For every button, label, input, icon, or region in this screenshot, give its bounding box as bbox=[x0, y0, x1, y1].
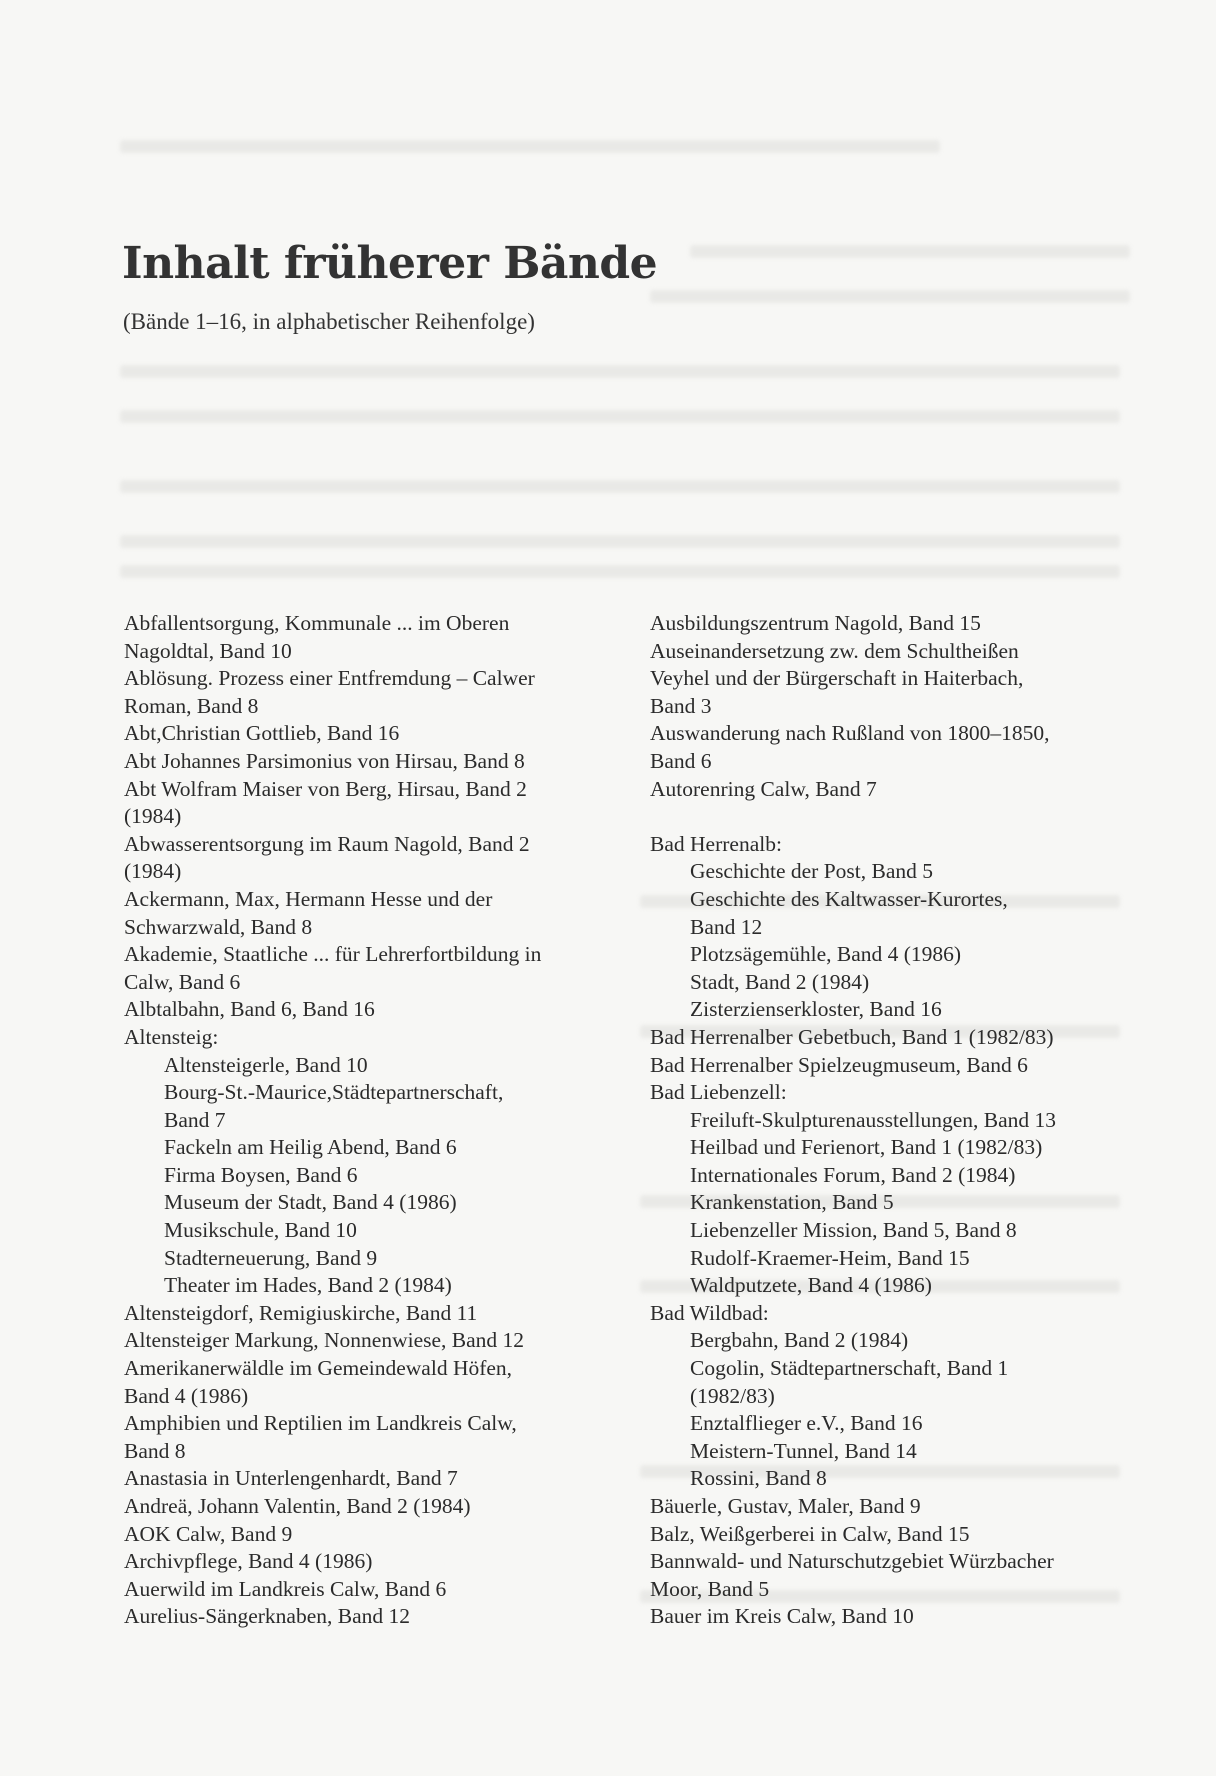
index-entry: Band 4 (1986) bbox=[124, 1383, 249, 1408]
index-column-right bbox=[650, 610, 1150, 1631]
index-subentry: Firma Boysen, Band 6 bbox=[164, 1162, 358, 1187]
index-entry: Bad Herrenalber Spielzeugmuseum, Band 6 bbox=[650, 1052, 1028, 1077]
index-entry: Auseinandersetzung zw. dem Schultheißen bbox=[650, 638, 1019, 663]
index-subentry: Freiluft-Skulpturenausstellungen, Band 13 bbox=[690, 1107, 1057, 1132]
index-entry: Bannwald- und Naturschutzgebiet Würzbacher bbox=[650, 1549, 1054, 1574]
index-entry: Amphibien und Reptilien im Landkreis Calw, bbox=[124, 1411, 517, 1436]
index-entry: Autorenring Calw, Band 7 bbox=[650, 776, 877, 801]
index-entry: Albtalbahn, Band 6, Band 16 bbox=[124, 997, 375, 1022]
index-entry: Auerwild im Landkreis Calw, Band 6 bbox=[124, 1576, 447, 1601]
index-entry: Abt Johannes Parsimonius von Hirsau, Band 8 bbox=[124, 748, 525, 773]
index-entry: Anastasia in Unterlengenhardt, Band 7 bbox=[124, 1466, 458, 1491]
index-subentry: Waldputzete, Band 4 (1986) bbox=[690, 1273, 932, 1298]
index-subentry: Stadterneuerung, Band 9 bbox=[164, 1245, 378, 1270]
index-entry: Andreä, Johann Valentin, Band 2 (1984) bbox=[124, 1494, 471, 1518]
index-subentry: Altensteigerle, Band 10 bbox=[164, 1052, 368, 1077]
index-column-left bbox=[124, 610, 644, 1631]
index-subentry: Plotzsägemühle, Band 4 (1986) bbox=[690, 942, 962, 967]
index-entry: Abwasserentsorgung im Raum Nagold, Band 2 bbox=[124, 831, 530, 856]
index-entry: Altensteig: bbox=[124, 1024, 219, 1049]
index-entry: (1984) bbox=[124, 804, 182, 829]
index-entry: Bad Herrenalb: bbox=[650, 831, 782, 856]
index-subentry: Fackeln am Heilig Abend, Band 6 bbox=[164, 1135, 457, 1160]
index-entry: Archivpflege, Band 4 (1986) bbox=[124, 1549, 373, 1574]
index-entry: Schwarzwald, Band 8 bbox=[124, 914, 313, 939]
index-entry: Bauer im Kreis Calw, Band 10 bbox=[650, 1604, 914, 1629]
index-subentry: Geschichte der Post, Band 5 bbox=[690, 859, 934, 884]
index-entry: Altensteiger Markung, Nonnenwiese, Band 12 bbox=[124, 1328, 525, 1353]
index-entry: Roman, Band 8 bbox=[124, 693, 259, 718]
index-entry: Ausbildungszentrum Nagold, Band 15 bbox=[650, 611, 981, 635]
index-subentry: Rudolf-Kraemer-Heim, Band 15 bbox=[690, 1245, 970, 1270]
index-entry: Altensteigdorf, Remigiuskirche, Band 11 bbox=[124, 1300, 478, 1325]
index-subentry: Meistern-Tunnel, Band 14 bbox=[690, 1438, 917, 1463]
index-entry: Ablösung. Prozess einer Entfremdung – Calwer bbox=[124, 666, 535, 691]
index-subentry: Enztalflieger e.V., Band 16 bbox=[690, 1411, 923, 1436]
index-entry: Calw, Band 6 bbox=[124, 969, 241, 994]
index-entry: AOK Calw, Band 9 bbox=[124, 1521, 293, 1546]
index-subentry: Band 7 bbox=[164, 1107, 226, 1132]
index-entry: Aurelius-Sängerknaben, Band 12 bbox=[124, 1604, 410, 1629]
index-entry: Bad Herrenalber Gebetbuch, Band 1 (1982/83) bbox=[650, 1024, 1054, 1049]
index-entry: Amerikanerwäldle im Gemeindewald Höfen, bbox=[124, 1356, 513, 1381]
index-subentry: Cogolin, Städtepartnerschaft, Band 1 bbox=[690, 1356, 1009, 1381]
index-subentry: Theater im Hades, Band 2 (1984) bbox=[164, 1273, 452, 1298]
index-entry: Band 8 bbox=[124, 1438, 186, 1463]
index-entry: Ackermann, Max, Hermann Hesse und der bbox=[124, 886, 493, 911]
index-subentry: Heilbad und Ferienort, Band 1 (1982/83) bbox=[690, 1135, 1043, 1160]
index-subentry: Bourg-St.-Maurice,Städtepartnerschaft, bbox=[164, 1080, 504, 1105]
index-subentry: Zisterzienserkloster, Band 16 bbox=[690, 997, 942, 1022]
index-entry: Akademie, Staatliche ... für Lehrerfortbildung in bbox=[124, 942, 542, 967]
index-subentry: Musikschule, Band 10 bbox=[164, 1218, 357, 1243]
index-subentry: (1982/83) bbox=[690, 1383, 775, 1408]
index-subentry: Stadt, Band 2 (1984) bbox=[690, 969, 870, 994]
index-entry: Auswanderung nach Rußland von 1800–1850, bbox=[650, 721, 1050, 746]
index-entry: Abfallentsorgung, Kommunale ... im Oberen bbox=[124, 611, 510, 635]
index-subentry: Internationales Forum, Band 2 (1984) bbox=[690, 1162, 1016, 1187]
index-entry: Nagoldtal, Band 10 bbox=[124, 638, 292, 663]
index-entry: Bad Wildbad: bbox=[650, 1300, 769, 1325]
index-entry: Band 6 bbox=[650, 748, 712, 773]
index-entry: Veyhel und der Bürgerschaft in Haiterbach, bbox=[650, 666, 1024, 691]
index-entry: Bad Liebenzell: bbox=[650, 1080, 787, 1105]
index-subentry: Bergbahn, Band 2 (1984) bbox=[690, 1328, 909, 1353]
index-entry: Abt,Christian Gottlieb, Band 16 bbox=[124, 721, 400, 746]
index-subentry: Krankenstation, Band 5 bbox=[690, 1190, 894, 1215]
index-entry: Balz, Weißgerberei in Calw, Band 15 bbox=[650, 1521, 970, 1546]
index-subentry: Band 12 bbox=[690, 914, 763, 939]
page-title: Inhalt früherer Bände bbox=[122, 238, 658, 289]
index-subentry: Geschichte des Kaltwasser-Kurortes, bbox=[690, 886, 1008, 911]
index-entry: Abt Wolfram Maiser von Berg, Hirsau, Band 2 bbox=[124, 776, 527, 801]
index-subentry: Rossini, Band 8 bbox=[690, 1466, 827, 1491]
index-entry: Moor, Band 5 bbox=[650, 1576, 770, 1601]
index-subentry: Liebenzeller Mission, Band 5, Band 8 bbox=[690, 1218, 1017, 1243]
blank-line bbox=[650, 803, 1150, 831]
page-subtitle: (Bände 1–16, in alphabetischer Reihenfolge) bbox=[123, 309, 535, 334]
index-entry: (1984) bbox=[124, 859, 182, 884]
index-subentry: Museum der Stadt, Band 4 (1986) bbox=[164, 1190, 457, 1215]
index-entry: Bäuerle, Gustav, Maler, Band 9 bbox=[650, 1494, 921, 1518]
index-entry: Band 3 bbox=[650, 693, 712, 718]
